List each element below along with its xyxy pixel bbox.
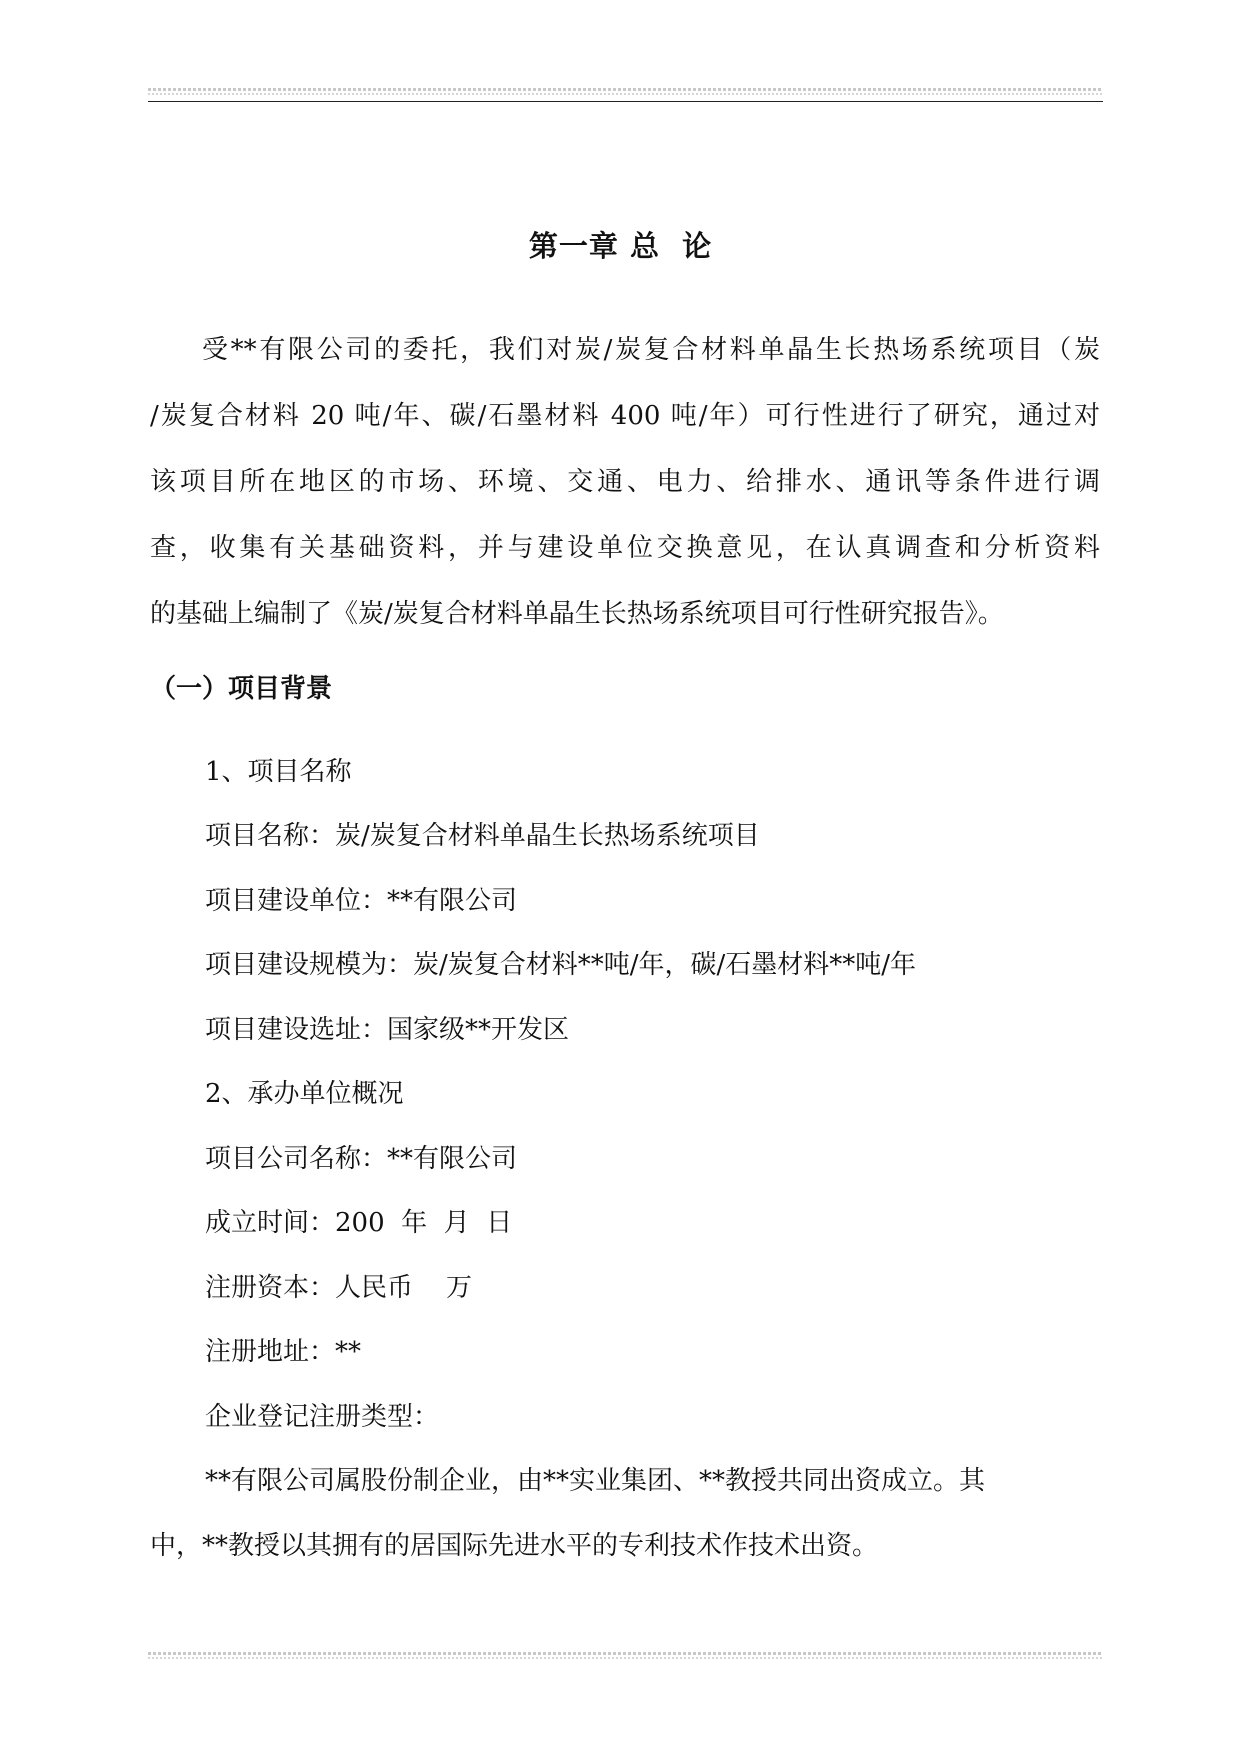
intro-line: 查，收集有关基础资料，并与建设单位交换意见，在认真调查和分析资料 <box>150 533 1100 563</box>
construction-scale-line: 项目建设规模为：炭/炭复合材料**吨/年，碳/石墨材料**吨/年 <box>205 950 917 980</box>
project-name-line: 项目名称：炭/炭复合材料单晶生长热场系统项目 <box>205 821 760 851</box>
intro-paragraph <box>150 317 1100 647</box>
intro-line: /炭复合材料 20 吨/年、碳/石墨材料 400 吨/年）可行性进行了研究，通过对 <box>150 401 1100 431</box>
registration-type-line: 企业登记注册类型： <box>205 1402 440 1432</box>
construction-unit-line: 项目建设单位：**有限公司 <box>205 886 518 916</box>
intro-line: 的基础上编制了《炭/炭复合材料单晶生长热场系统项目可行性研究报告》。 <box>150 599 1004 629</box>
page-header <box>148 88 1103 104</box>
construction-site-line: 项目建设选址：国家级**开发区 <box>205 1015 570 1045</box>
established-line: 成立时间：200 年 月 日 <box>205 1208 513 1238</box>
header-rule <box>148 101 1103 102</box>
page-footer <box>148 1652 1103 1662</box>
header-decorative-subtext <box>148 93 1103 95</box>
registered-capital-line: 注册资本：人民币 万 <box>205 1273 473 1303</box>
company-name-line: 项目公司名称：**有限公司 <box>205 1144 518 1174</box>
closing-paragraph-line: **有限公司属股份制企业，由**实业集团、**教授共同出资成立。其 <box>205 1466 986 1496</box>
item1-heading: 1、项目名称 <box>205 757 352 787</box>
registered-address-line: 注册地址：** <box>205 1337 362 1367</box>
footer-decorative-subtext <box>148 1657 1103 1659</box>
item2-heading: 2、承办单位概况 <box>205 1079 404 1109</box>
intro-line: 受**有限公司的委托，我们对炭/炭复合材料单晶生长热场系统项目（炭 <box>202 335 1100 365</box>
intro-line: 该项目所在地区的市场、环境、交通、电力、给排水、通讯等条件进行调 <box>150 467 1100 497</box>
footer-decorative-text <box>148 1652 1103 1655</box>
closing-paragraph-line: 中，**教授以其拥有的居国际先进水平的专利技术作技术出资。 <box>150 1531 879 1561</box>
chapter-title: 第一章 总 论 <box>528 229 713 263</box>
header-decorative-text <box>148 88 1103 91</box>
section-heading: （一）项目背景 <box>150 674 333 704</box>
